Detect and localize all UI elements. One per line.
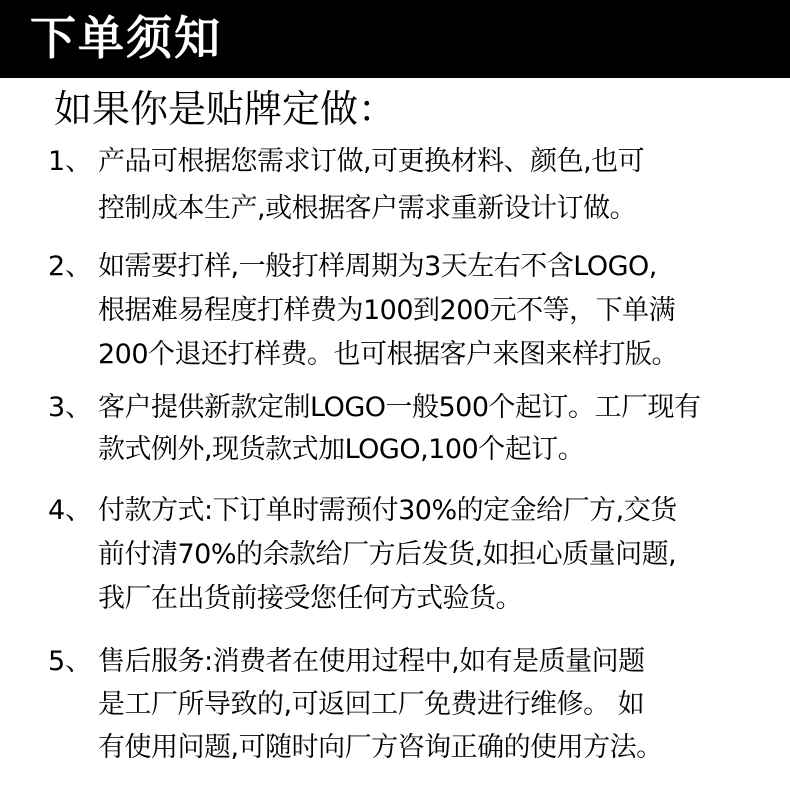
- item-line: 根据难易程度打样费为100到200元不等，下单满: [98, 295, 676, 326]
- item-line: 控制成本生产,或根据客户需求重新设计订做。: [98, 193, 637, 224]
- item-line: 产品可根据您需求订做,可更换材料、颜色,也可: [98, 146, 645, 177]
- item-line: 付款方式:下订单时需预付30%的定金给厂方,交货: [98, 495, 677, 526]
- item-line: 我厂在出货前接受您任何方式验货。: [98, 583, 522, 614]
- item-line: 客户提供新款定制LOGO一般500个起订。工厂现有: [98, 392, 701, 423]
- page-title: 下单须知: [30, 11, 222, 65]
- item-line: 售后服务:消费者在使用过程中,如有是质量问题: [98, 646, 645, 677]
- item-number: 1、: [48, 146, 93, 177]
- header-bar: [0, 0, 790, 78]
- subheading: 如果你是贴牌定做：: [54, 87, 397, 131]
- item-number: 5、: [48, 646, 93, 677]
- item-line: 有使用问题,可随时向厂方咨询正确的使用方法。: [98, 732, 663, 763]
- item-line: 款式例外,现货款式加LOGO,100个起订。: [98, 434, 585, 465]
- item-line: 200个退还打样费。也可根据客户来图来样打版。: [98, 339, 679, 370]
- item-line: 如需要打样,一般打样周期为3天左右不含LOGO,: [98, 251, 657, 282]
- item-line: 是工厂所导致的,可返回工厂免费进行维修。 如: [98, 689, 645, 720]
- item-number: 2、: [48, 251, 93, 282]
- item-number: 4、: [48, 495, 93, 526]
- item-number: 3、: [48, 392, 93, 423]
- item-line: 前付清70%的余款给厂方后发货,如担心质量问题,: [98, 539, 677, 570]
